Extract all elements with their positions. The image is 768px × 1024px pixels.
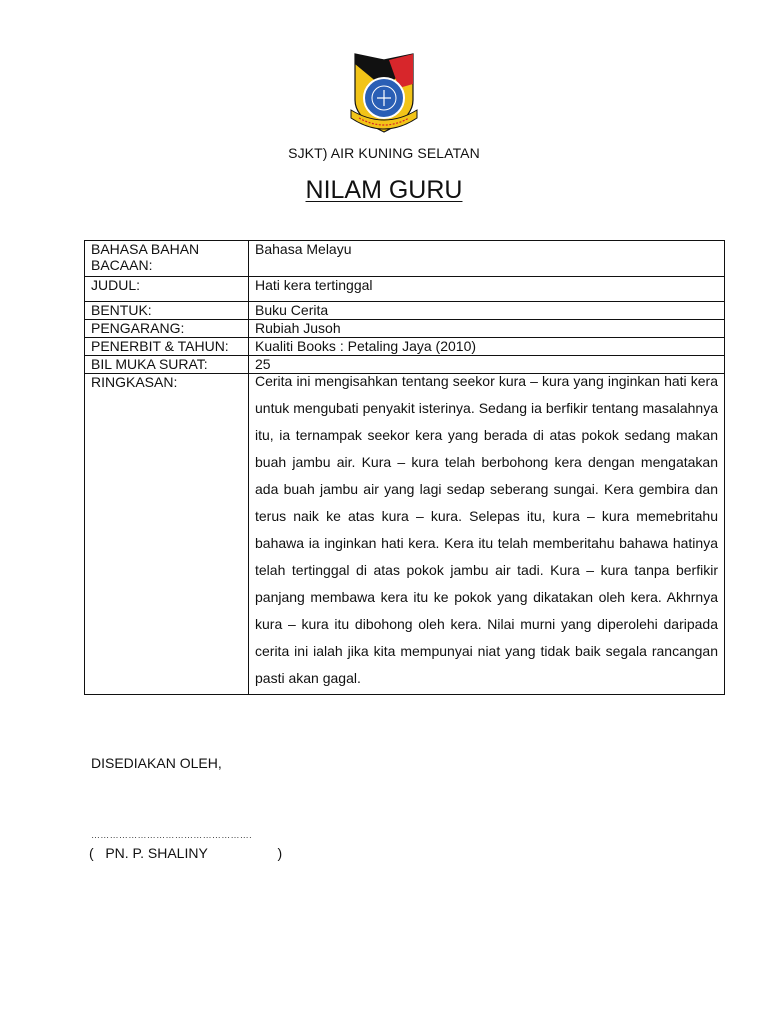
row-value: 25 xyxy=(249,356,725,374)
row-value: Kualiti Books : Petaling Jaya (2010) xyxy=(249,338,725,356)
school-logo xyxy=(347,48,421,138)
prepared-by-label: DISEDIAKAN OLEH, xyxy=(91,755,222,771)
summary-text: Cerita ini mengisahkan tentang seekor kura – kura yang inginkan hati kera untuk mengubati penyakit isterinya. Sedang ia berfikir tentang masalahnya itu, ia ternampak seekor kera yang berada di atas pokok sedang makan buah jambu air. Kura – kura telah berbohong kera dengan mengatakan ada buah jambu air yang lagi sedap seberang sungai. Kera gembira dan terus naik ke atas kura – kura. Selepas itu, kura – kura memebritahu bahawa ia inginkan hati kera. Kera itu telah memberitahu bahawa hatinya telah tertinggal di atas pokok jambu air tadi. Kura – kura tanpa berfikir panjang membawa kera itu ke pokok yang dikatakan oleh kera. Akhrnya kura – kura itu dibohong oleh kera. Nilai murni yang diperolehi daripada cerita ini ialah jika kita mempunyai niat yang tidak baik segala rancangan pasti akan gagal. xyxy=(255,373,718,686)
row-value: Buku Cerita xyxy=(249,302,725,320)
row-label: PENERBIT & TAHUN: xyxy=(85,338,249,356)
row-label: BAHASA BAHAN BACAAN: xyxy=(85,241,249,277)
row-value: Rubiah Jusoh xyxy=(249,320,725,338)
row-value: Hati kera tertinggal xyxy=(249,277,725,302)
table-row-judul xyxy=(85,277,725,302)
row-label: BENTUK: xyxy=(85,302,249,320)
book-info-table xyxy=(84,240,725,695)
signatory-name: ( PN. P. SHALINY ) xyxy=(89,845,283,861)
row-value xyxy=(249,374,725,695)
row-label: BIL MUKA SURAT: xyxy=(85,356,249,374)
page-title: NILAM GURU xyxy=(305,176,463,204)
row-label: JUDUL: xyxy=(85,277,249,302)
row-value: Bahasa Melayu xyxy=(249,241,725,277)
table-row-pengarang xyxy=(85,320,725,338)
signature-line: ……………………………………………. xyxy=(91,830,252,840)
school-name: SJKT) AIR KUNING SELATAN xyxy=(288,145,480,161)
row-label: PENGARANG: xyxy=(85,320,249,338)
table-row-penerbit xyxy=(85,338,725,356)
school-crest-icon xyxy=(347,48,421,138)
table-row-bentuk xyxy=(85,302,725,320)
table-row-ringkasan xyxy=(85,374,725,695)
row-label: RINGKASAN: xyxy=(85,374,249,695)
table-row-bahasa xyxy=(85,241,725,277)
